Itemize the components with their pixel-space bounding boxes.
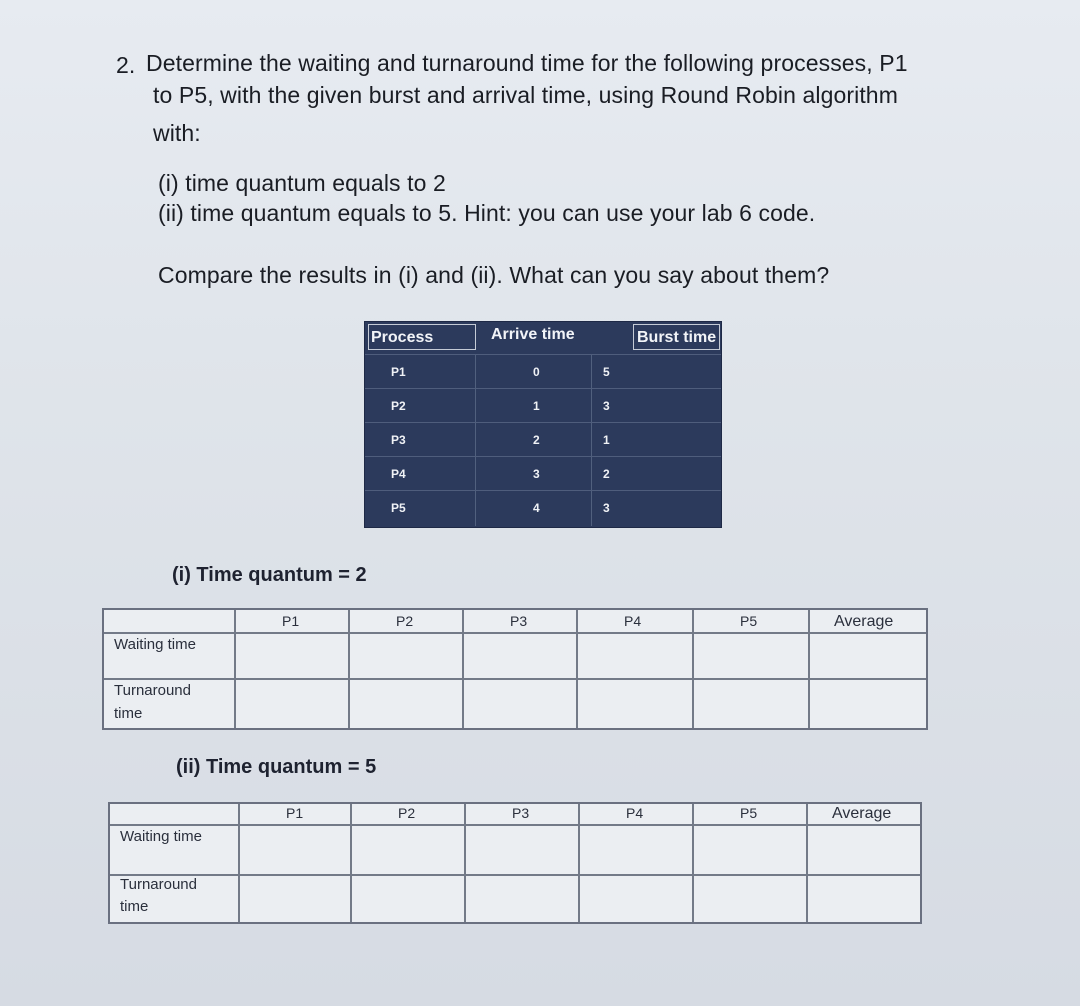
cell-arrive: 3 — [533, 467, 540, 481]
option-i: (i) time quantum equals to 2 — [158, 170, 446, 196]
option-ii: (ii) time quantum equals to 5. Hint: you can use your lab 6 code. — [158, 200, 816, 226]
grid-line — [576, 610, 578, 728]
column-header-average: Average — [834, 613, 894, 630]
column-header-p1: P1 — [286, 805, 304, 821]
grid-line — [350, 804, 352, 922]
cell-burst: 3 — [603, 399, 610, 413]
cell-process: P5 — [391, 501, 406, 515]
table-row — [365, 388, 721, 423]
column-header-p2: P2 — [396, 613, 414, 629]
question-line-2: to P5, with the given burst and arrival time, using Round Robin algorithm — [153, 82, 898, 108]
grid-line — [808, 610, 810, 728]
cell-arrive: 0 — [533, 365, 540, 379]
grid-line — [578, 804, 580, 922]
question-number: 2. — [116, 52, 136, 78]
column-header-p1: P1 — [282, 613, 300, 629]
section-ii-title: (ii) Time quantum = 5 — [176, 756, 377, 778]
row-label-turnaround-time: Turnaround — [114, 682, 191, 699]
grid-line — [104, 678, 926, 680]
column-header-p2: P2 — [398, 805, 416, 821]
header-burst-time: Burst time — [633, 324, 720, 350]
grid-line — [110, 824, 920, 826]
results-grid-quantum-5 — [108, 802, 922, 924]
row-label-waiting-time: Waiting time — [120, 828, 202, 845]
cell-process: P3 — [391, 433, 406, 447]
table-row — [365, 456, 721, 491]
table-row — [365, 422, 721, 457]
header-arrive-time: Arrive time — [491, 326, 575, 343]
grid-line — [234, 610, 236, 728]
cell-process: P1 — [391, 365, 406, 379]
cell-burst: 3 — [603, 501, 610, 515]
cell-process: P4 — [391, 467, 406, 481]
header-process: Process — [368, 324, 476, 350]
grid-line — [110, 874, 920, 876]
cell-burst: 5 — [603, 365, 610, 379]
compare-instruction: Compare the results in (i) and (ii). What can you say about them? — [158, 262, 830, 288]
column-header-p4: P4 — [626, 805, 644, 821]
row-label-turnaround-time: Turnaround — [120, 876, 197, 893]
row-label-waiting-time: Waiting time — [114, 636, 196, 653]
section-i-title: (i) Time quantum = 2 — [172, 564, 367, 586]
question-line-1: Determine the waiting and turnaround time for the following processes, P1 — [146, 50, 908, 76]
row-label-turnaround-time-2: time — [114, 705, 143, 722]
grid-line — [238, 804, 240, 922]
grid-line — [462, 610, 464, 728]
grid-line — [806, 804, 808, 922]
cell-process: P2 — [391, 399, 406, 413]
table-row — [365, 490, 721, 525]
column-header-average: Average — [832, 805, 892, 822]
cell-burst: 1 — [603, 433, 610, 447]
column-header-p4: P4 — [624, 613, 642, 629]
column-header-p3: P3 — [512, 805, 530, 821]
grid-line — [464, 804, 466, 922]
column-header-p3: P3 — [510, 613, 528, 629]
cell-arrive: 1 — [533, 399, 540, 413]
grid-line — [692, 610, 694, 728]
grid-line — [348, 610, 350, 728]
cell-arrive: 4 — [533, 501, 540, 515]
column-header-p5: P5 — [740, 805, 758, 821]
results-grid-quantum-2 — [102, 608, 928, 730]
process-table — [364, 321, 722, 528]
grid-line — [692, 804, 694, 922]
column-header-p5: P5 — [740, 613, 758, 629]
grid-line — [104, 632, 926, 634]
row-label-turnaround-time-2: time — [120, 898, 149, 915]
cell-arrive: 2 — [533, 433, 540, 447]
table-row — [365, 354, 721, 389]
question-line-3: with: — [153, 120, 201, 146]
process-table-header — [365, 322, 721, 354]
cell-burst: 2 — [603, 467, 610, 481]
